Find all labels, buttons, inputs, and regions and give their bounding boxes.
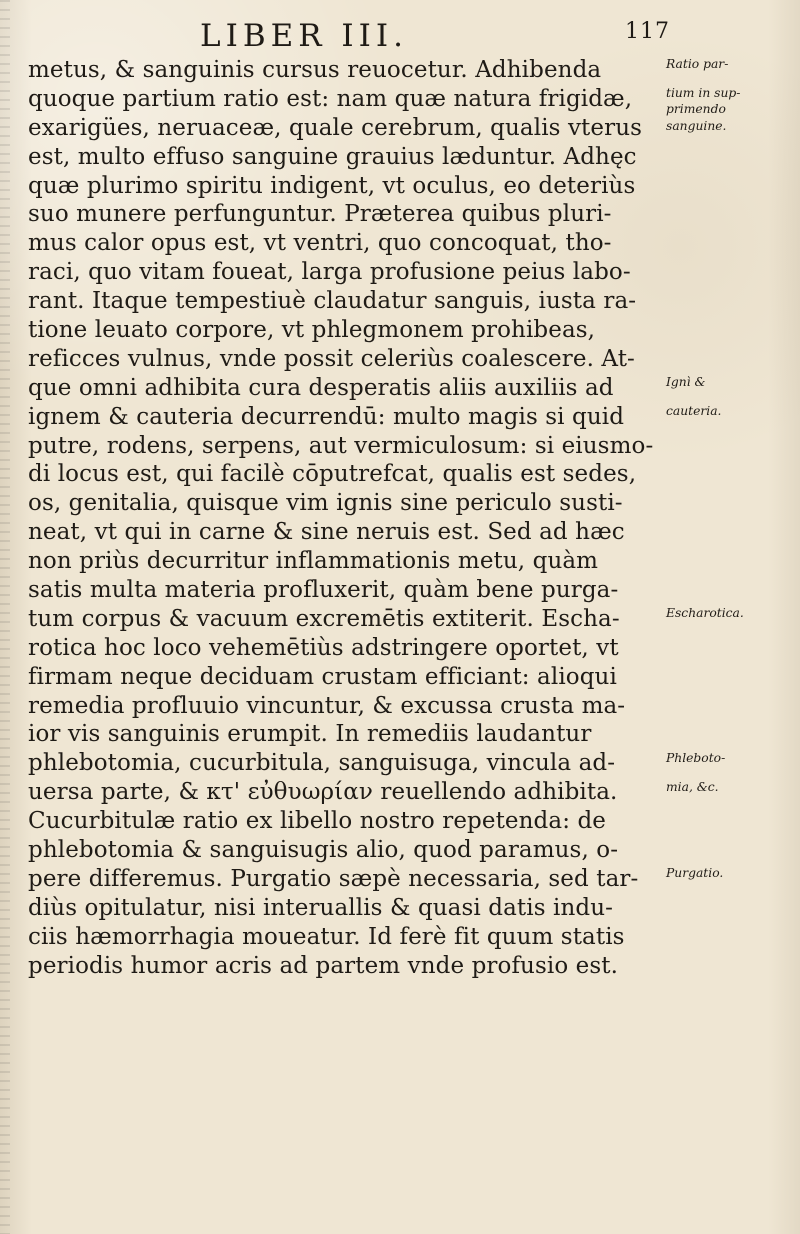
text-line: os, genitalia, quisque vim ignis sine periculo susti- (28, 490, 623, 517)
text-line: di locus est, qui facilè cōputrefcat, qualis est sedes, (28, 461, 637, 488)
text-line: firmam neque deciduam crustam efficiant: alioqui (28, 663, 617, 690)
page-number: 117 (625, 19, 670, 44)
text-line: remedia profluuio vincuntur, & excussa crusta ma- (28, 692, 626, 719)
text-line: exarigües, neruaceæ, quale cerebrum, qualis vterus (28, 114, 643, 141)
text-line: mus calor opus est, vt ventri, quo concoquat, tho- (28, 230, 612, 257)
page-header (200, 18, 670, 52)
text-line: metus, & sanguinis cursus reuocetur. Adhibenda (28, 57, 602, 83)
text-line: periodis humor acris ad partem vnde profusio est. (28, 952, 619, 979)
text-line: phlebotomia, cucurbitula, sanguisuga, vincula ad- (28, 750, 616, 777)
text-line: tione leuato corpore, vt phlegmonem prohibeas, (28, 317, 596, 344)
text-line: neat, vt qui in carne & sine neruis est. Sed ad hæc (28, 519, 625, 546)
text-line: quoque partium ratio est: nam quæ natura frigidæ, (28, 85, 633, 112)
text-line: pere differemus. Purgatio sæpè necessaria, sed tar- (28, 865, 639, 892)
text-line: reficces vulnus, vnde possit celeriùs coalescere. At- (28, 345, 635, 372)
text-line: uersa parte, & κτ' εὐθυωρίαν reuellendo adhibita. (28, 779, 618, 806)
margin-note: Ignì & (666, 373, 706, 389)
text-line: rant. Itaque tempestiuè claudatur sanguis, iusta ra- (28, 288, 637, 315)
margin-note: sanguine. (666, 118, 727, 134)
text-line: quæ plurimo spiritu indigent, vt oculus, eo deteriùs (28, 172, 636, 199)
main-text-block (28, 56, 664, 981)
margin-note: cauteria. (666, 402, 722, 418)
margin-note: tium in sup- (666, 84, 741, 100)
text-line: Cucurbitulæ ratio ex libello nostro repetenda: de (28, 808, 606, 835)
text-line: rotica hoc loco vehemētiùs adstringere oportet, vt (28, 634, 619, 661)
margin-note: Ratio par- (666, 56, 729, 71)
text-line: phlebotomia & sanguisugis alio, quod paramus, o- (28, 837, 619, 864)
text-line: satis multa materia profluxerit, quàm bene purga- (28, 577, 619, 604)
text-line: ignem & cauteria decurrendū: multo magis si quid (28, 403, 625, 430)
text-line: non priùs decurritur inflammationis metu, quàm (28, 548, 599, 575)
text-line: suo munere perfunguntur. Præterea quibus pluri- (28, 201, 612, 228)
text-line: diùs opitulatur, nisi interuallis & quasi datis indu- (28, 894, 613, 921)
text-line: ior vis sanguinis erumpit. In remediis laudantur (28, 721, 592, 748)
text-line: raci, quo vitam foueat, larga profusione peius labo- (28, 259, 631, 286)
text-line: que omni adhibita cura desperatis aliis auxiliis ad (28, 374, 614, 401)
margin-note: Purgatio. (666, 865, 724, 881)
margin-note: primendo (666, 100, 726, 116)
left-page-bleed (0, 0, 10, 1234)
text-line: tum corpus & vacuum excremētis extiterit. Escha- (28, 605, 620, 632)
book-title: LIBER III. (200, 18, 409, 54)
text-line: est, multo effuso sanguine grauius læduntur. Adhęc (28, 143, 637, 170)
margin-note: Escharotica. (666, 605, 744, 621)
text-line: ciis hæmorrhagia moueatur. Id ferè fit quum statis (28, 923, 625, 950)
text-line: putre, rodens, serpens, aut vermiculosum: si eiusmo- (28, 432, 654, 459)
margin-note: Phleboto- (666, 749, 726, 765)
margin-note: mia, &c. (666, 778, 719, 794)
